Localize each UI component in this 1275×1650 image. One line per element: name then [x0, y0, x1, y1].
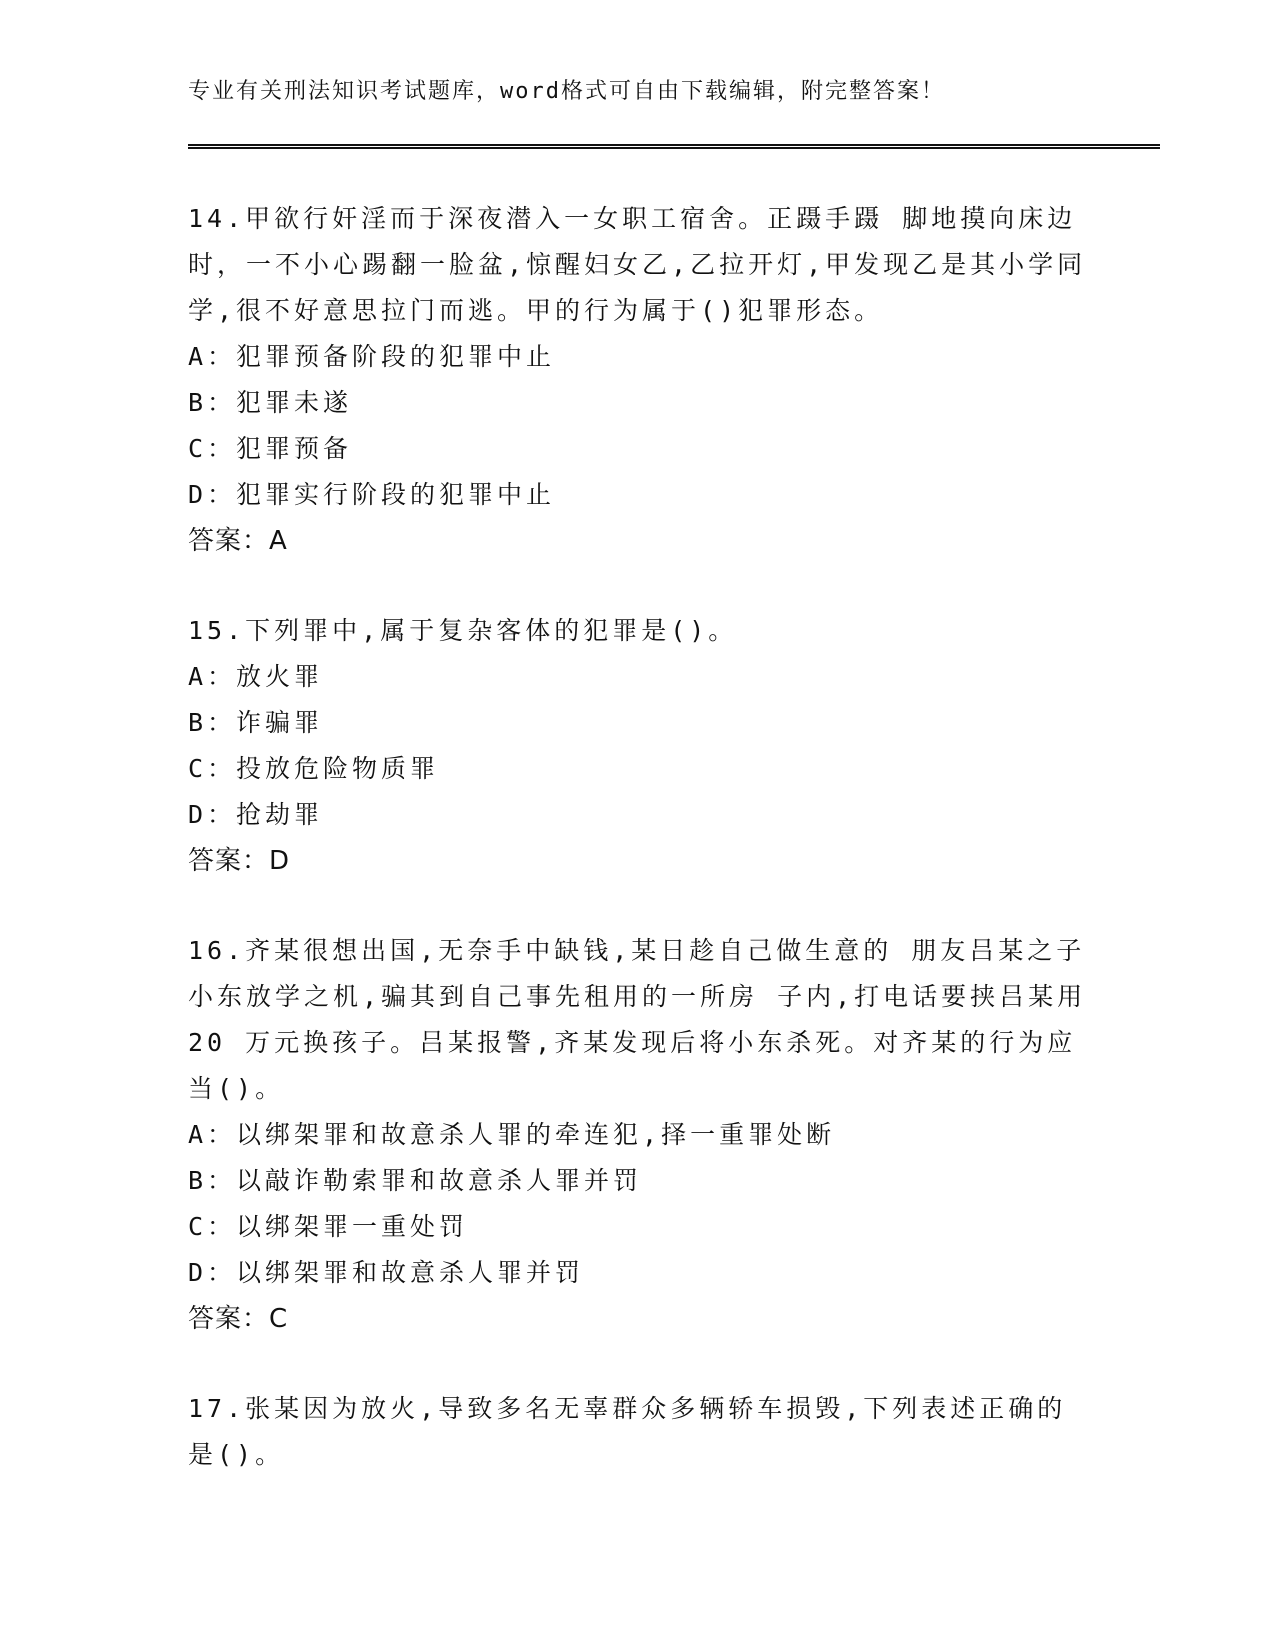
option-d: D：以绑架罪和故意杀人罪并罚	[188, 1258, 585, 1287]
option-a: A：以绑架罪和故意杀人罪的牵连犯,择一重罪处断	[188, 1120, 836, 1149]
question-15	[188, 608, 1088, 884]
question-stem: 14.甲欲行奸淫而于深夜潜入一女职工宿舍。正蹑手蹑 脚地摸向床边时，一不小心踢翻一脸盆,惊醒妇女乙,乙拉开灯,甲发现乙是其小学同学,很不好意思拉门而逃。甲的行为属于()犯罪形态。	[188, 204, 1087, 325]
option-a: A：犯罪预备阶段的犯罪中止	[188, 342, 556, 371]
document-header: 专业有关刑法知识考试题库，word格式可自由下载编辑，附完整答案！	[188, 79, 945, 104]
option-c: C：犯罪预备	[188, 434, 353, 463]
answer-line: 答案：C	[188, 1304, 289, 1334]
option-c: C：投放危险物质罪	[188, 754, 440, 783]
option-d: D：抢劫罪	[188, 800, 324, 829]
question-stem: 16.齐某很想出国,无奈手中缺钱,某日趁自己做生意的 朋友吕某之子小东放学之机,骗其到自己事先租用的一所房 子内,打电话要挟吕某用20 万元换孩子。吕某报警,齐某发现后将小东杀死。对齐某的行为应当()。	[188, 936, 1087, 1103]
answer-line: 答案：D	[188, 846, 291, 876]
question-16	[188, 928, 1088, 1342]
option-b: B：以敲诈勒索罪和故意杀人罪并罚	[188, 1166, 643, 1195]
answer-line: 答案：A	[188, 526, 288, 556]
question-stem: 15.下列罪中,属于复杂客体的犯罪是()。	[188, 616, 738, 645]
option-c: C：以绑架罪一重处罚	[188, 1212, 469, 1241]
question-14	[188, 196, 1088, 564]
option-b: B：诈骗罪	[188, 708, 324, 737]
option-d: D：犯罪实行阶段的犯罪中止	[188, 480, 556, 509]
question-17	[188, 1386, 1088, 1478]
question-stem: 17.张某因为放火,导致多名无辜群众多辆轿车损毁,下列表述正确的是()。	[188, 1394, 1067, 1469]
option-a: A：放火罪	[188, 662, 324, 691]
header-divider	[188, 144, 1160, 149]
option-b: B：犯罪未遂	[188, 388, 353, 417]
